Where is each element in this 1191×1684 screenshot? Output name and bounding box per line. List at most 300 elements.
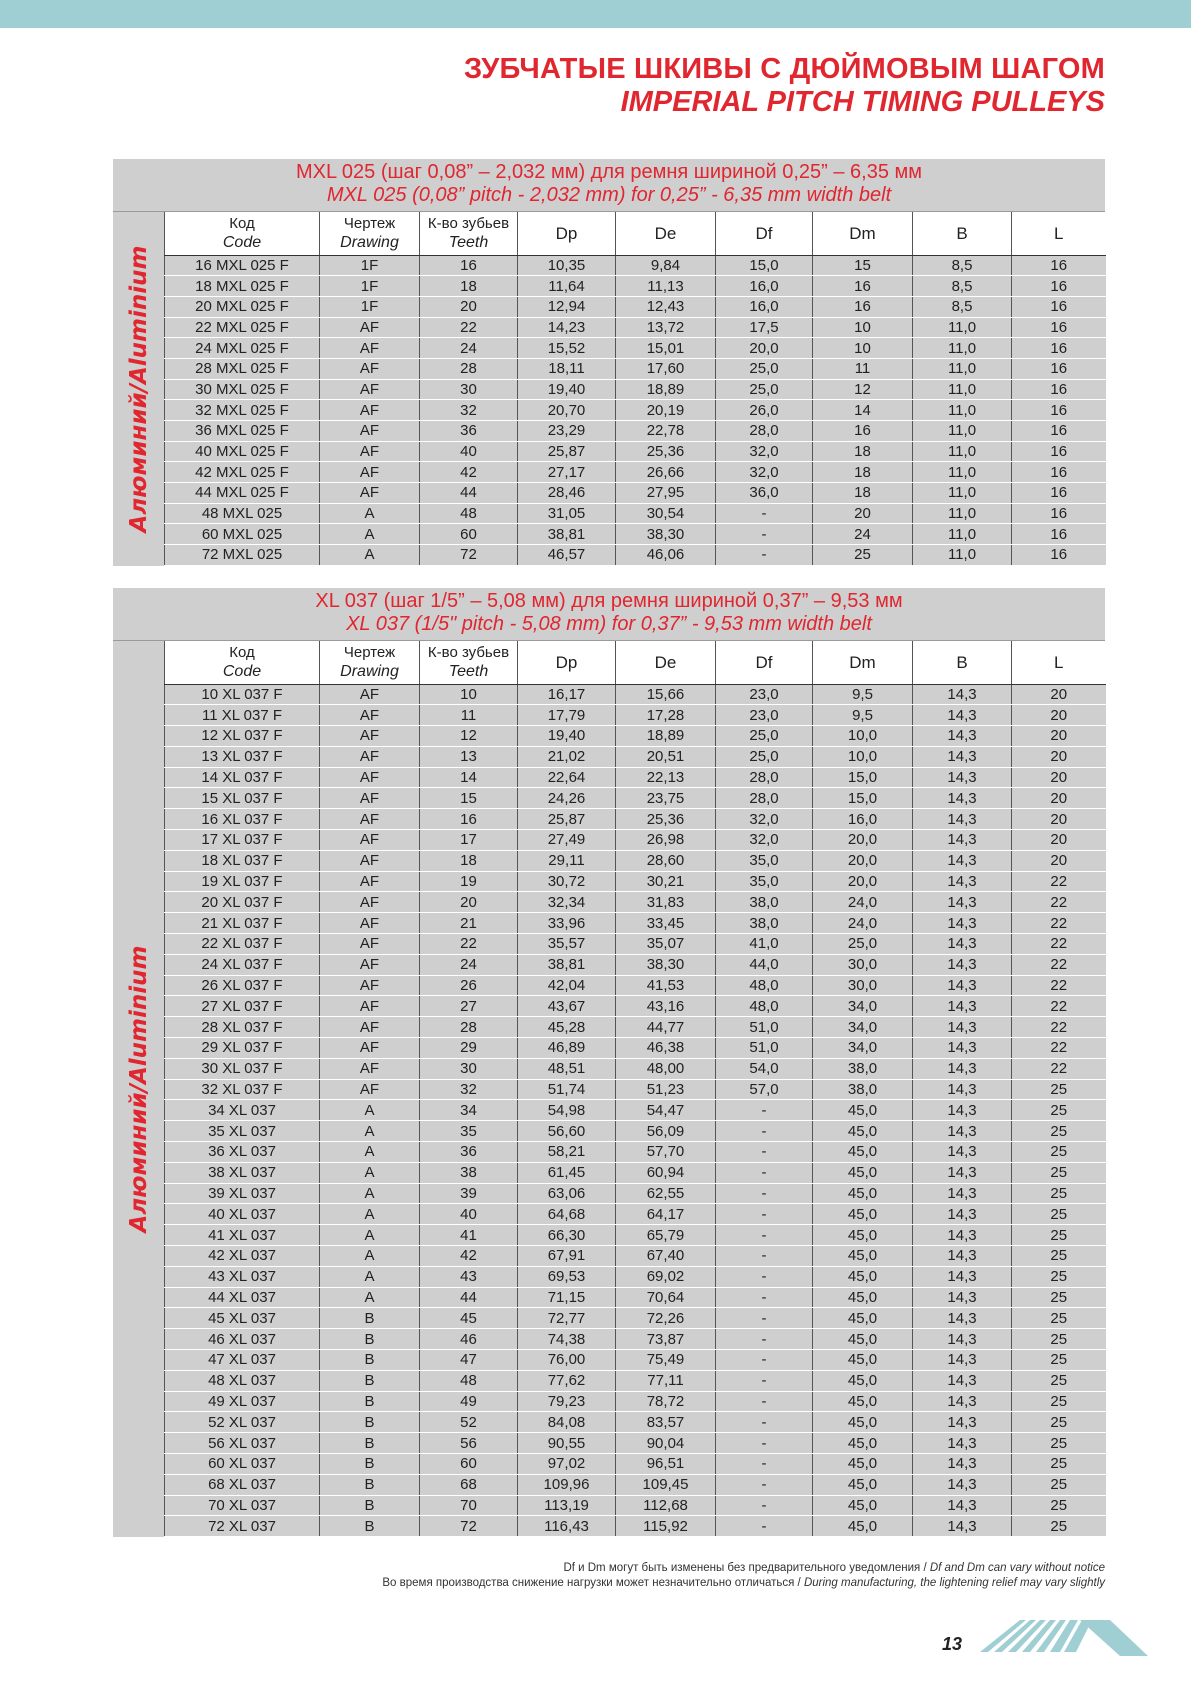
table-cell: 112,68 — [616, 1495, 716, 1516]
table-cell: 20 — [1012, 726, 1106, 747]
table-cell: 18 — [813, 462, 913, 483]
table-cell: 71,15 — [518, 1287, 616, 1308]
table-cell: AF — [320, 913, 420, 934]
table-cell: 30 — [420, 1058, 518, 1079]
table-cell: 14,3 — [913, 1474, 1012, 1495]
table-cell: 14,3 — [913, 746, 1012, 767]
table-cell: 48,00 — [616, 1058, 716, 1079]
table-cell: 109,45 — [616, 1474, 716, 1495]
table-cell: 14,3 — [913, 705, 1012, 726]
table-row — [165, 1474, 1106, 1495]
table-cell: 36,0 — [716, 483, 813, 504]
table-cell: 45,0 — [813, 1453, 913, 1474]
table-row — [165, 358, 1106, 379]
table-cell: 10 — [420, 684, 518, 705]
table-cell: 14,3 — [913, 726, 1012, 747]
table-cell: 26,98 — [616, 830, 716, 851]
table-cell: 32,0 — [716, 462, 813, 483]
table-cell: 25,0 — [716, 726, 813, 747]
table-cell: 14,3 — [913, 1058, 1012, 1079]
table-cell: 51,23 — [616, 1079, 716, 1100]
table-cell: 24 — [813, 524, 913, 545]
table-row — [165, 1204, 1106, 1225]
table-cell: 38,0 — [813, 1079, 913, 1100]
table-cell: 39 — [420, 1183, 518, 1204]
table-cell: 11,0 — [913, 441, 1012, 462]
table-row — [165, 996, 1106, 1017]
table-cell: 16 — [1012, 338, 1106, 359]
table-cell: 14 — [420, 767, 518, 788]
table-cell: 57,0 — [716, 1079, 813, 1100]
table-cell: 20 — [1012, 684, 1106, 705]
table-cell: 19 XL 037 F — [165, 871, 320, 892]
table-cell: 20 — [420, 296, 518, 317]
table-cell: 11,0 — [913, 483, 1012, 504]
table-row — [165, 1266, 1106, 1287]
table-row — [165, 1183, 1106, 1204]
table-cell: 38,30 — [616, 954, 716, 975]
table-cell: 45,0 — [813, 1162, 913, 1183]
table-row — [165, 1225, 1106, 1246]
xl-table-block — [113, 588, 1105, 1537]
table-cell: 16 — [813, 421, 913, 442]
table-row — [165, 338, 1106, 359]
table-cell: AF — [320, 1058, 420, 1079]
table-cell: 14,23 — [518, 317, 616, 338]
table-cell: 12 — [813, 379, 913, 400]
table-cell: 39 XL 037 — [165, 1183, 320, 1204]
col-dm: Dm — [813, 641, 913, 684]
table-cell: 14,3 — [913, 684, 1012, 705]
page-number: 13 — [942, 1634, 963, 1654]
table-cell: 34 XL 037 — [165, 1100, 320, 1121]
table-cell: 61,45 — [518, 1162, 616, 1183]
table-cell: 21 XL 037 F — [165, 913, 320, 934]
table-cell: 11,0 — [913, 545, 1012, 566]
col-de: De — [616, 212, 716, 255]
table-cell: 25 — [1012, 1225, 1106, 1246]
table-cell: A — [320, 545, 420, 566]
table-cell: 22 — [1012, 892, 1106, 913]
top-color-band — [0, 0, 1191, 28]
table-cell: 14,3 — [913, 996, 1012, 1017]
table-row — [165, 1246, 1106, 1267]
table-row — [165, 1142, 1106, 1163]
table-cell: 14,3 — [913, 1017, 1012, 1038]
table-cell: A — [320, 1142, 420, 1163]
page-title-ru: ЗУБЧАТЫЕ ШКИВЫ С ДЮЙМОВЫМ ШАГОМ — [463, 53, 1105, 85]
table-cell: 116,43 — [518, 1516, 616, 1537]
table-cell: 22 — [420, 317, 518, 338]
table-cell: 20,19 — [616, 400, 716, 421]
table-cell: 9,5 — [813, 684, 913, 705]
col-l: L — [1012, 641, 1106, 684]
table-cell: 16 — [420, 255, 518, 276]
table-cell: 54,0 — [716, 1058, 813, 1079]
xl-rows — [165, 684, 1106, 1537]
table-cell: AF — [320, 975, 420, 996]
table-cell: 14,3 — [913, 1370, 1012, 1391]
table-cell: 38,81 — [518, 524, 616, 545]
table-cell: 16 MXL 025 F — [165, 255, 320, 276]
table-cell: A — [320, 1246, 420, 1267]
table-cell: 25 — [1012, 1370, 1106, 1391]
table-cell: 14,3 — [913, 1162, 1012, 1183]
col-drawing: Чертеж Drawing — [320, 641, 420, 684]
table-cell: 70 — [420, 1495, 518, 1516]
table-row — [165, 746, 1106, 767]
table-cell: 60,94 — [616, 1162, 716, 1183]
table-cell: 45,0 — [813, 1142, 913, 1163]
table-cell: 46,06 — [616, 545, 716, 566]
table-cell: 83,57 — [616, 1412, 716, 1433]
table-cell: - — [716, 1204, 813, 1225]
table-cell: B — [320, 1329, 420, 1350]
table-cell: 41 XL 037 — [165, 1225, 320, 1246]
table-cell: 23,0 — [716, 705, 813, 726]
table-cell: 25 — [1012, 1453, 1106, 1474]
table-cell: 48 XL 037 — [165, 1370, 320, 1391]
table-cell: 20 — [1012, 705, 1106, 726]
table-cell: 78,72 — [616, 1391, 716, 1412]
table-cell: - — [716, 1266, 813, 1287]
table-cell: 19,40 — [518, 726, 616, 747]
xl-table-header — [113, 588, 1105, 641]
table-cell: 1F — [320, 255, 420, 276]
table-row — [165, 913, 1106, 934]
table-row — [165, 1412, 1106, 1433]
table-cell: AF — [320, 421, 420, 442]
table-cell: 46 — [420, 1329, 518, 1350]
mxl-table-body — [113, 212, 1105, 566]
table-cell: 25 — [813, 545, 913, 566]
table-cell: 38 XL 037 — [165, 1162, 320, 1183]
table-cell: 11,0 — [913, 400, 1012, 421]
table-cell: 23,75 — [616, 788, 716, 809]
table-cell: 72,26 — [616, 1308, 716, 1329]
table-cell: 11 XL 037 F — [165, 705, 320, 726]
table-cell: B — [320, 1495, 420, 1516]
col-dp: Dp — [518, 212, 616, 255]
table-row — [165, 503, 1106, 524]
table-cell: B — [320, 1474, 420, 1495]
table-cell: 20 — [1012, 746, 1106, 767]
table-cell: B — [320, 1370, 420, 1391]
table-cell: - — [716, 1350, 813, 1371]
table-cell: AF — [320, 483, 420, 504]
table-cell: 58,21 — [518, 1142, 616, 1163]
table-cell: 56,09 — [616, 1121, 716, 1142]
table-cell: 22 MXL 025 F — [165, 317, 320, 338]
table-cell: 44,0 — [716, 954, 813, 975]
table-cell: 25 — [1012, 1100, 1106, 1121]
table-cell: 25,36 — [616, 809, 716, 830]
table-cell: 43 XL 037 — [165, 1266, 320, 1287]
table-cell: 25 — [1012, 1204, 1106, 1225]
table-cell: 45,0 — [813, 1370, 913, 1391]
table-cell: 16 — [1012, 421, 1106, 442]
table-cell: 47 XL 037 — [165, 1350, 320, 1371]
table-row — [165, 379, 1106, 400]
table-cell: 45 XL 037 — [165, 1308, 320, 1329]
table-cell: B — [320, 1516, 420, 1537]
table-cell: A — [320, 1266, 420, 1287]
table-cell: 14,3 — [913, 1329, 1012, 1350]
table-cell: 60 — [420, 524, 518, 545]
table-cell: 45,0 — [813, 1204, 913, 1225]
table-row — [165, 421, 1106, 442]
table-cell: A — [320, 524, 420, 545]
table-cell: 28 — [420, 1017, 518, 1038]
footnote-1: Df и Dm могут быть изменены без предварительного уведомления / Df and Dm can vary without notice — [563, 1562, 1105, 1574]
table-cell: 11,0 — [913, 421, 1012, 442]
xl-side-label — [113, 641, 164, 1537]
table-cell: - — [716, 1246, 813, 1267]
table-cell: AF — [320, 996, 420, 1017]
table-cell: 9,5 — [813, 705, 913, 726]
table-cell: 21,02 — [518, 746, 616, 767]
table-row — [165, 830, 1106, 851]
table-cell: 25 — [1012, 1079, 1106, 1100]
table-cell: 10,0 — [813, 726, 913, 747]
table-cell: 14 XL 037 F — [165, 767, 320, 788]
table-cell: 14,3 — [913, 913, 1012, 934]
table-cell: 35,0 — [716, 871, 813, 892]
table-cell: 41,0 — [716, 934, 813, 955]
table-row — [165, 1453, 1106, 1474]
table-cell: 17,60 — [616, 358, 716, 379]
table-cell: 16 XL 037 F — [165, 809, 320, 830]
col-dm: Dm — [813, 212, 913, 255]
table-cell: 113,19 — [518, 1495, 616, 1516]
table-cell: 11 — [813, 358, 913, 379]
table-cell: 16 — [1012, 400, 1106, 421]
table-cell: 14,3 — [913, 850, 1012, 871]
footnotes — [382, 1561, 1105, 1591]
table-cell: 22 — [1012, 934, 1106, 955]
table-cell: 51,0 — [716, 1017, 813, 1038]
table-cell: 27,17 — [518, 462, 616, 483]
table-cell: 21 — [420, 913, 518, 934]
table-cell: 15,52 — [518, 338, 616, 359]
table-cell: 23,0 — [716, 684, 813, 705]
table-cell: 17 — [420, 830, 518, 851]
xl-table-body — [113, 641, 1105, 1537]
table-cell: 15,0 — [813, 767, 913, 788]
table-row — [165, 705, 1106, 726]
table-cell: 66,30 — [518, 1225, 616, 1246]
table-cell: 67,91 — [518, 1246, 616, 1267]
table-cell: 14,3 — [913, 1350, 1012, 1371]
table-cell: 1F — [320, 276, 420, 297]
table-cell: 14,3 — [913, 830, 1012, 851]
table-cell: 29 XL 037 F — [165, 1038, 320, 1059]
table-cell: 64,17 — [616, 1204, 716, 1225]
table-row — [165, 726, 1106, 747]
table-cell: 46 XL 037 — [165, 1329, 320, 1350]
table-cell: 77,11 — [616, 1370, 716, 1391]
page-title — [464, 52, 1105, 118]
table-cell: 20,51 — [616, 746, 716, 767]
table-cell: 47 — [420, 1350, 518, 1371]
table-cell: 45,0 — [813, 1308, 913, 1329]
table-cell: 41 — [420, 1225, 518, 1246]
table-cell: 45,0 — [813, 1433, 913, 1454]
table-cell: AF — [320, 934, 420, 955]
table-cell: AF — [320, 462, 420, 483]
table-cell: 26,66 — [616, 462, 716, 483]
table-cell: 44 — [420, 1287, 518, 1308]
table-cell: 22 — [1012, 1058, 1106, 1079]
table-row — [165, 788, 1106, 809]
table-cell: 43,67 — [518, 996, 616, 1017]
table-cell: 22 — [420, 934, 518, 955]
table-cell: 25,87 — [518, 441, 616, 462]
page-title-en: IMPERIAL PITCH TIMING PULLEYS — [620, 86, 1105, 118]
table-cell: 34 — [420, 1100, 518, 1121]
table-cell: - — [716, 1495, 813, 1516]
table-cell: 14,3 — [913, 975, 1012, 996]
table-row — [165, 1370, 1106, 1391]
table-cell: 97,02 — [518, 1453, 616, 1474]
col-l: L — [1012, 212, 1106, 255]
table-cell: 18,11 — [518, 358, 616, 379]
table-cell: 42 — [420, 1246, 518, 1267]
table-cell: 14,3 — [913, 934, 1012, 955]
table-cell: 45,0 — [813, 1474, 913, 1495]
table-cell: 14,3 — [913, 1495, 1012, 1516]
table-cell: AF — [320, 830, 420, 851]
mxl-rows — [165, 255, 1106, 565]
table-cell: B — [320, 1308, 420, 1329]
table-cell: AF — [320, 788, 420, 809]
table-cell: 16 — [1012, 276, 1106, 297]
table-cell: 25,0 — [716, 358, 813, 379]
table-cell: 10,35 — [518, 255, 616, 276]
table-cell: 25 — [1012, 1329, 1106, 1350]
table-cell: 18 MXL 025 F — [165, 276, 320, 297]
col-dp: Dp — [518, 641, 616, 684]
table-cell: 16,0 — [716, 296, 813, 317]
table-cell: 25 — [1012, 1308, 1106, 1329]
table-cell: 51,74 — [518, 1079, 616, 1100]
table-cell: 45,28 — [518, 1017, 616, 1038]
mxl-header-row — [165, 212, 1106, 255]
table-cell: - — [716, 1100, 813, 1121]
table-row — [165, 1162, 1106, 1183]
table-cell: B — [320, 1350, 420, 1371]
table-row — [165, 441, 1106, 462]
table-cell: 79,23 — [518, 1391, 616, 1412]
table-cell: 69,02 — [616, 1266, 716, 1287]
table-cell: 20 — [813, 503, 913, 524]
table-cell: 25 — [1012, 1266, 1106, 1287]
col-b: B — [913, 641, 1012, 684]
table-row — [165, 850, 1106, 871]
table-cell: 15,66 — [616, 684, 716, 705]
table-cell: 45,0 — [813, 1266, 913, 1287]
table-cell: - — [716, 1474, 813, 1495]
col-code: Код Code — [165, 641, 320, 684]
table-cell: 11,0 — [913, 358, 1012, 379]
table-cell: 38,30 — [616, 524, 716, 545]
table-cell: 25 — [1012, 1246, 1106, 1267]
table-cell: 31,05 — [518, 503, 616, 524]
table-cell: 32,0 — [716, 441, 813, 462]
table-row — [165, 871, 1106, 892]
table-cell: - — [716, 1121, 813, 1142]
table-cell: 54,98 — [518, 1100, 616, 1121]
table-row — [165, 1350, 1106, 1371]
xl-header-ru: XL 037 (шаг 1/5” – 5,08 мм) для ремня шириной 0,37” – 9,53 мм — [315, 590, 903, 612]
table-cell: 16 — [1012, 483, 1106, 504]
table-cell: 24 XL 037 F — [165, 954, 320, 975]
table-cell: AF — [320, 954, 420, 975]
table-cell: 25 — [1012, 1287, 1106, 1308]
table-cell: 42,04 — [518, 975, 616, 996]
table-cell: 14,3 — [913, 1246, 1012, 1267]
table-cell: 45,0 — [813, 1516, 913, 1537]
table-cell: 25 — [1012, 1183, 1106, 1204]
table-cell: 16,0 — [813, 809, 913, 830]
table-cell: 42 XL 037 — [165, 1246, 320, 1267]
table-cell: 11,0 — [913, 317, 1012, 338]
table-cell: 18 — [420, 276, 518, 297]
table-cell: 109,96 — [518, 1474, 616, 1495]
table-cell: 14,3 — [913, 788, 1012, 809]
table-cell: B — [320, 1453, 420, 1474]
table-cell: 14,3 — [913, 892, 1012, 913]
table-cell: 14,3 — [913, 809, 1012, 830]
table-cell: 15 — [813, 255, 913, 276]
table-cell: 45 — [420, 1308, 518, 1329]
table-cell: 24,26 — [518, 788, 616, 809]
footer-logo-mark — [960, 1612, 1160, 1662]
table-cell: 32,0 — [716, 830, 813, 851]
table-cell: 56 XL 037 — [165, 1433, 320, 1454]
table-cell: 12 — [420, 726, 518, 747]
table-cell: B — [320, 1433, 420, 1454]
table-cell: 72 MXL 025 — [165, 545, 320, 566]
table-cell: 72 XL 037 — [165, 1516, 320, 1537]
table-cell: 14,3 — [913, 1079, 1012, 1100]
table-cell: 22,78 — [616, 421, 716, 442]
table-cell: AF — [320, 892, 420, 913]
table-cell: 64,68 — [518, 1204, 616, 1225]
table-cell: 16 — [1012, 317, 1106, 338]
table-cell: 14,3 — [913, 1391, 1012, 1412]
table-cell: 27 — [420, 996, 518, 1017]
table-cell: 36 — [420, 421, 518, 442]
table-cell: 12 XL 037 F — [165, 726, 320, 747]
table-cell: 27,95 — [616, 483, 716, 504]
table-cell: 25,0 — [813, 934, 913, 955]
table-cell: 72 — [420, 1516, 518, 1537]
table-cell: 16,17 — [518, 684, 616, 705]
table-cell: 24,0 — [813, 892, 913, 913]
table-cell: 20 XL 037 F — [165, 892, 320, 913]
table-cell: 13,72 — [616, 317, 716, 338]
table-cell: 69,53 — [518, 1266, 616, 1287]
table-cell: 29 — [420, 1038, 518, 1059]
table-cell: 32,0 — [716, 809, 813, 830]
table-cell: 33,96 — [518, 913, 616, 934]
table-cell: AF — [320, 400, 420, 421]
table-cell: 11,0 — [913, 462, 1012, 483]
table-cell: 14,3 — [913, 1453, 1012, 1474]
table-cell: 25 — [1012, 1142, 1106, 1163]
table-cell: 16 — [1012, 255, 1106, 276]
